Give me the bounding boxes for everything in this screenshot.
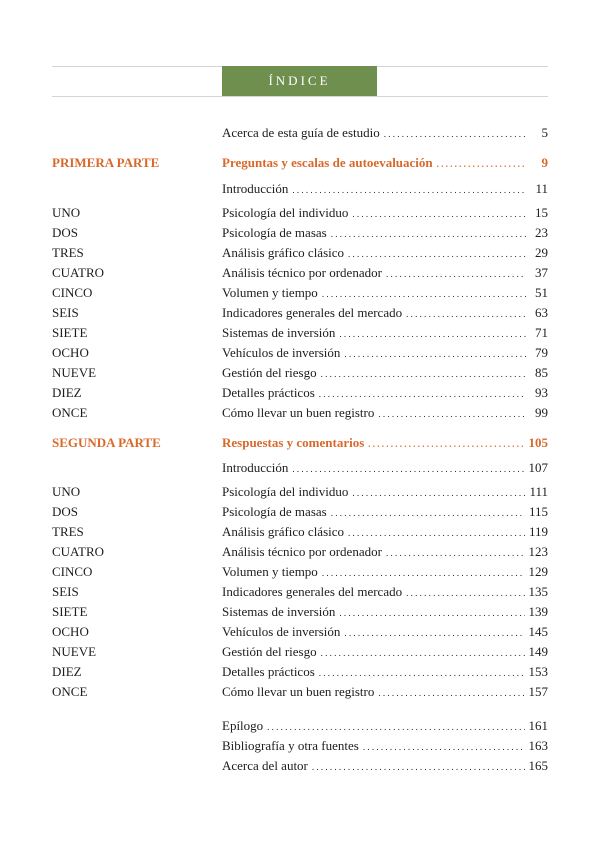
- chapter-label: NUEVE: [52, 644, 97, 659]
- toc-row: [0, 624, 600, 642]
- page-number: 79: [535, 345, 548, 360]
- toc-entry: [222, 385, 548, 401]
- dot-leader: [348, 245, 526, 261]
- toc-row: [0, 305, 600, 323]
- entry-title: Vehículos de inversión: [222, 624, 341, 639]
- dot-leader: [348, 524, 525, 540]
- page-number: 5: [541, 125, 548, 140]
- entry-title: Preguntas y escalas de autoevaluación: [222, 155, 433, 170]
- toc-entry: [222, 644, 548, 660]
- toc-row: [0, 584, 600, 602]
- dot-leader: [368, 435, 524, 451]
- entry-title: Acerca del autor: [222, 758, 308, 773]
- page-number: 51: [535, 285, 548, 300]
- part-label: SEGUNDA PARTE: [52, 435, 161, 450]
- toc-entry: [222, 484, 548, 500]
- dot-leader: [292, 181, 526, 197]
- page-number: 139: [528, 604, 548, 619]
- entry-title: Indicadores generales del mercado: [222, 584, 403, 599]
- dot-leader: [384, 125, 526, 141]
- chapter-label: SEIS: [52, 584, 79, 599]
- toc-row: [0, 758, 600, 776]
- dot-leader: [322, 564, 525, 580]
- toc-row: [0, 365, 600, 383]
- chapter-label: DOS: [52, 504, 79, 519]
- dot-leader: [267, 718, 524, 734]
- chapter-label: CUATRO: [52, 544, 105, 559]
- toc-part-row: [0, 155, 600, 173]
- entry-title: Análisis técnico por ordenador: [222, 544, 382, 559]
- toc-row: [0, 405, 600, 423]
- toc-entry: [222, 345, 548, 361]
- chapter-label: DIEZ: [52, 385, 82, 400]
- entry-title: Sistemas de inversión: [222, 325, 336, 340]
- toc-row: [0, 738, 600, 756]
- page-number: 165: [528, 758, 548, 773]
- toc-row: [0, 564, 600, 582]
- toc-row: [0, 460, 600, 478]
- toc-row: [0, 285, 600, 303]
- entry-title: Volumen y tiempo: [222, 564, 318, 579]
- entry-title: Análisis gráfico clásico: [222, 524, 345, 539]
- dot-leader: [322, 285, 526, 301]
- chapter-label: CUATRO: [52, 265, 105, 280]
- dot-leader: [437, 155, 526, 171]
- toc-entry: [222, 405, 548, 421]
- toc-row: [0, 345, 600, 363]
- toc-entry: [222, 684, 548, 700]
- dot-leader: [386, 265, 526, 281]
- entry-title: Volumen y tiempo: [222, 285, 318, 300]
- dot-leader: [406, 305, 526, 321]
- toc-row: [0, 644, 600, 662]
- page-title: ÍNDICE: [222, 66, 377, 96]
- page-number: 9: [541, 155, 548, 170]
- page-number: 135: [528, 584, 548, 599]
- page-number: 119: [528, 524, 548, 539]
- page-number: 93: [535, 385, 548, 400]
- toc-row: [0, 664, 600, 682]
- entry-title: Indicadores generales del mercado: [222, 305, 403, 320]
- chapter-label: TRES: [52, 245, 84, 260]
- entry-title: Introducción: [222, 181, 289, 196]
- page-number: 129: [528, 564, 548, 579]
- toc-entry: [222, 584, 548, 600]
- dot-leader: [321, 365, 526, 381]
- toc-entry: [222, 265, 548, 281]
- toc-row: [0, 544, 600, 562]
- toc-entry: [222, 758, 548, 774]
- entry-title: Psicología de masas: [222, 225, 327, 240]
- chapter-label: SIETE: [52, 325, 88, 340]
- page-number: 123: [528, 544, 548, 559]
- entry-title: Cómo llevar un buen registro: [222, 405, 375, 420]
- entry-title: Epílogo: [222, 718, 264, 733]
- toc-entry: [222, 460, 548, 476]
- page-number: 23: [535, 225, 548, 240]
- dot-leader: [378, 405, 526, 421]
- page-number: 115: [528, 504, 548, 519]
- page-number: 163: [528, 738, 548, 753]
- entry-title: Acerca de esta guía de estudio: [222, 125, 380, 140]
- chapter-label: OCHO: [52, 624, 89, 639]
- toc-entry: [222, 245, 548, 261]
- chapter-label: CINCO: [52, 285, 93, 300]
- toc-entry: [222, 325, 548, 341]
- toc-entry: [222, 564, 548, 580]
- toc-entry: [222, 524, 548, 540]
- page-number: 105: [528, 435, 548, 450]
- dot-leader: [339, 604, 524, 620]
- toc-row: [0, 484, 600, 502]
- toc-row: [0, 504, 600, 522]
- entry-title: Respuestas y comentarios: [222, 435, 365, 450]
- entry-title: Psicología del individuo: [222, 484, 349, 499]
- page-number: 149: [528, 644, 548, 659]
- part-label: PRIMERA PARTE: [52, 155, 160, 170]
- dot-leader: [344, 345, 526, 361]
- chapter-label: UNO: [52, 484, 81, 499]
- toc-entry: [222, 544, 548, 560]
- toc-row: [0, 385, 600, 403]
- toc-row: [0, 245, 600, 263]
- page-number: 85: [535, 365, 548, 380]
- entry-title: Psicología del individuo: [222, 205, 349, 220]
- chapter-label: ONCE: [52, 684, 88, 699]
- toc-row: [0, 604, 600, 622]
- toc-row: [0, 524, 600, 542]
- dot-leader: [319, 385, 526, 401]
- page-number: 37: [535, 265, 548, 280]
- toc-row: [0, 325, 600, 343]
- chapter-label: DOS: [52, 225, 79, 240]
- toc-entry: [222, 285, 548, 301]
- entry-title: Vehículos de inversión: [222, 345, 341, 360]
- chapter-label: OCHO: [52, 345, 89, 360]
- dot-leader: [363, 738, 525, 754]
- dot-leader: [352, 484, 525, 500]
- chapter-label: SEIS: [52, 305, 79, 320]
- entry-title: Sistemas de inversión: [222, 604, 336, 619]
- entry-title: Cómo llevar un buen registro: [222, 684, 375, 699]
- toc-entry: [222, 305, 548, 321]
- toc-entry: [222, 181, 548, 197]
- dot-leader: [319, 664, 525, 680]
- page-number: 111: [529, 484, 548, 499]
- dot-leader: [312, 758, 525, 774]
- toc-entry: [222, 504, 548, 520]
- toc-row: [0, 125, 600, 143]
- dot-leader: [331, 504, 525, 520]
- toc-entry: [222, 738, 548, 754]
- chapter-label: CINCO: [52, 564, 93, 579]
- toc-entry: [222, 718, 548, 734]
- entry-title: Análisis técnico por ordenador: [222, 265, 382, 280]
- toc-entry: [222, 125, 548, 141]
- chapter-label: ONCE: [52, 405, 88, 420]
- dot-leader: [344, 624, 524, 640]
- toc-entry: [222, 205, 548, 221]
- toc-row: [0, 225, 600, 243]
- toc-entry: [222, 155, 548, 171]
- chapter-label: NUEVE: [52, 365, 97, 380]
- page-number: 99: [535, 405, 548, 420]
- entry-title: Bibliografía y otra fuentes: [222, 738, 359, 753]
- page-number: 29: [535, 245, 548, 260]
- page-number: 11: [535, 181, 548, 196]
- page-number: 145: [528, 624, 548, 639]
- page-number: 15: [535, 205, 548, 220]
- toc-row: [0, 265, 600, 283]
- toc-row: [0, 718, 600, 736]
- toc-entry: [222, 624, 548, 640]
- toc-part-row: [0, 435, 600, 453]
- dot-leader: [352, 205, 526, 221]
- dot-leader: [331, 225, 526, 241]
- chapter-label: TRES: [52, 524, 84, 539]
- toc-row: [0, 684, 600, 702]
- toc-entry: [222, 435, 548, 451]
- dot-leader: [321, 644, 525, 660]
- page-number: 71: [535, 325, 548, 340]
- dot-leader: [378, 684, 524, 700]
- toc-row: [0, 205, 600, 223]
- dot-leader: [292, 460, 524, 476]
- dot-leader: [339, 325, 526, 341]
- entry-title: Introducción: [222, 460, 289, 475]
- chapter-label: DIEZ: [52, 664, 82, 679]
- page-number: 161: [528, 718, 548, 733]
- page-number: 63: [535, 305, 548, 320]
- bottom-rule: [52, 96, 548, 97]
- toc-entry: [222, 225, 548, 241]
- toc-row: [0, 181, 600, 199]
- page-number: 153: [528, 664, 548, 679]
- page-number: 107: [528, 460, 548, 475]
- toc-entry: [222, 604, 548, 620]
- chapter-label: SIETE: [52, 604, 88, 619]
- entry-title: Gestión del riesgo: [222, 365, 317, 380]
- toc-entry: [222, 664, 548, 680]
- entry-title: Análisis gráfico clásico: [222, 245, 345, 260]
- page-number: 157: [528, 684, 548, 699]
- toc-entry: [222, 365, 548, 381]
- dot-leader: [406, 584, 524, 600]
- entry-title: Gestión del riesgo: [222, 644, 317, 659]
- entry-title: Detalles prácticos: [222, 385, 315, 400]
- entry-title: Detalles prácticos: [222, 664, 315, 679]
- entry-title: Psicología de masas: [222, 504, 327, 519]
- dot-leader: [386, 544, 525, 560]
- chapter-label: UNO: [52, 205, 81, 220]
